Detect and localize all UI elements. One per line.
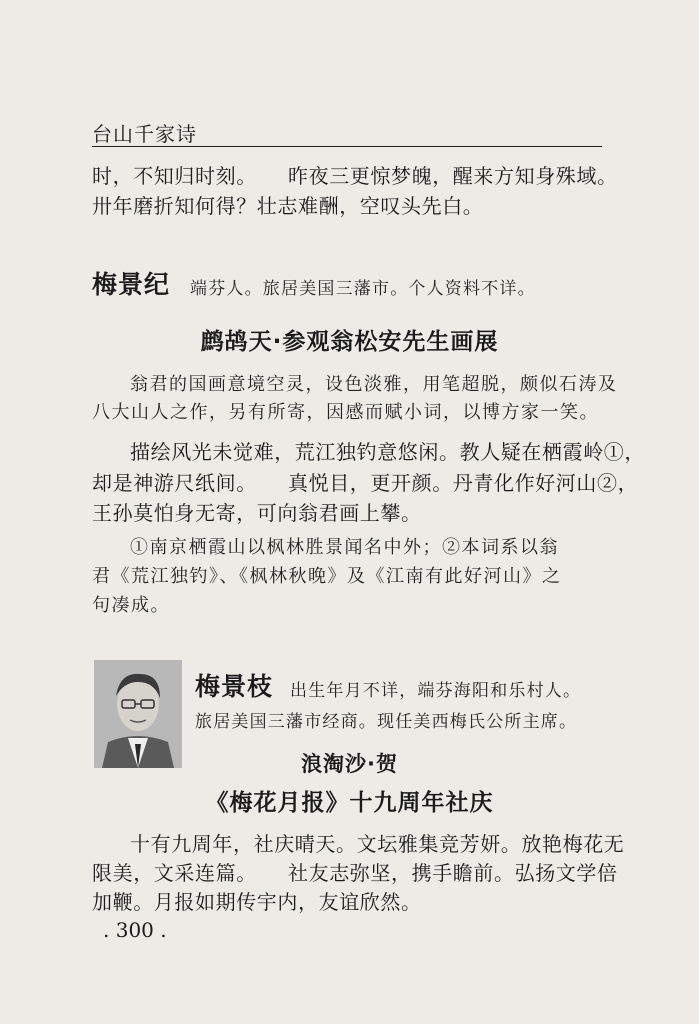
poem-2-line-2: 限美，文采连篇。 社友志弥坚，携手瞻前。弘扬文学倍 <box>92 861 618 885</box>
poem-1-line-3: 王孙莫怕身无寄，可向翁君画上攀。 <box>92 501 422 525</box>
poem-1-preface-line-1: 翁君的国画意境空灵，设色淡雅，用笔超脱，颇似石涛及 <box>130 374 618 395</box>
poet-1-bio: 端芬人。旅居美国三藩市。个人资料不详。 <box>190 279 536 299</box>
poem-1-line-1: 描绘风光未觉难，荒江独钓意悠闲。教人疑在栖霞岭①， <box>130 440 645 464</box>
poem-1-note-line-2: 君《荒江独钓》、《枫林秋晚》及《江南有此好河山》之 <box>92 566 562 587</box>
header-rule <box>92 146 602 147</box>
poem-2-line-3: 加鞭。月报如期传宇内，友谊欣然。 <box>92 890 422 914</box>
poet-2-bio-line-2: 旅居美国三藩市经商。现任美西梅氏公所主席。 <box>195 712 578 732</box>
prev-poem-line-1: 时，不知归时刻。 昨夜三更惊梦魄，醒来方知身殊域。 <box>92 164 618 188</box>
poem-1-note-line-3: 句凑成。 <box>92 595 170 616</box>
poem-2-title-line-2: 《梅花月报》十九周年社庆 <box>205 790 494 816</box>
poet-1-name: 梅景纪 <box>92 270 171 299</box>
prev-poem-line-2: 卅年磨折知何得？壮志难酬，空叹头先白。 <box>92 194 484 218</box>
poem-2-line-1: 十有九周年，社庆晴天。文坛雅集竞芳妍。放艳梅花无 <box>130 832 625 856</box>
poem-1-note-line-1: ①南京栖霞山以枫林胜景闻名中外；②本词系以翁 <box>130 537 559 558</box>
poem-1-title: 鹧鸪天·参观翁松安先生画展 <box>200 329 499 355</box>
poem-1-preface-line-2: 八大山人之作，另有所寄，因感而赋小词，以博方家一笑。 <box>92 402 599 423</box>
poem-1-line-2: 却是神游尺纸间。 真悦目，更开颜。丹青化作好河山②， <box>92 471 639 495</box>
running-header: 台山千家诗 <box>92 122 197 146</box>
page-number: . 300 . <box>103 918 167 942</box>
poet-2-name: 梅景枝 <box>195 672 274 701</box>
poet-2-bio-line-1: 出生年月不详，端芬海阳和乐村人。 <box>290 681 582 701</box>
poem-2-title-line-1: 浪淘沙·贺 <box>301 752 398 776</box>
